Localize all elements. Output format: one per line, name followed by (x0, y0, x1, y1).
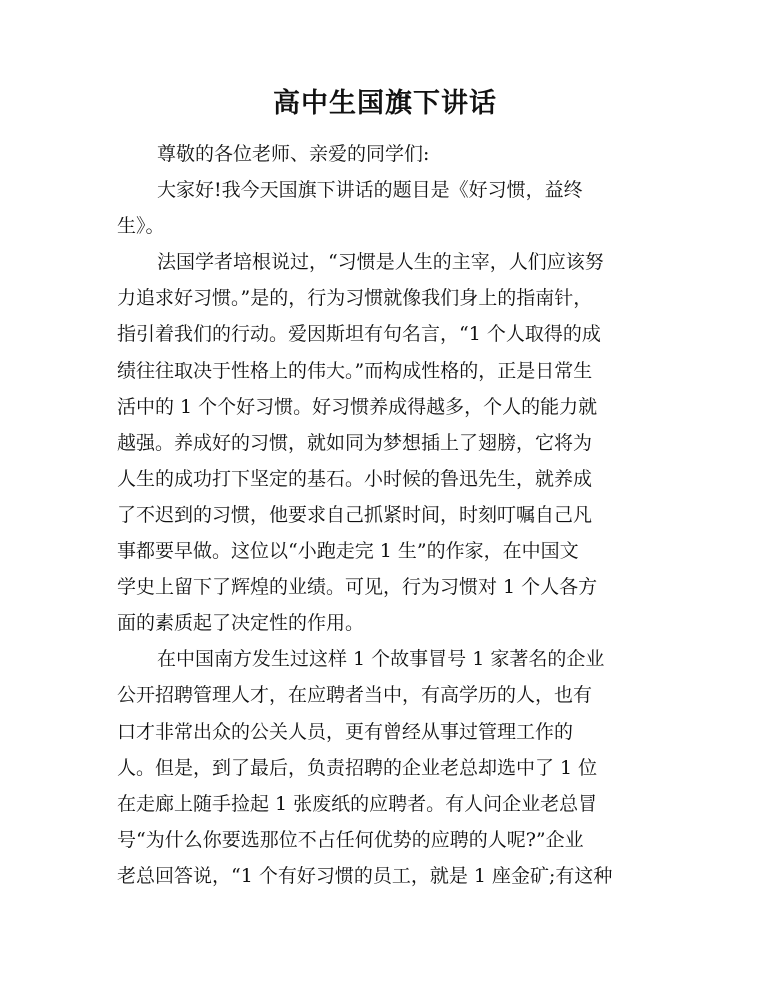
text-line: 绩往往取决于性格上的伟大。”而构成性格的，正是日常生 (117, 359, 593, 382)
text-line: 活中的 1 个个好习惯。好习惯养成得越多，个人的能力就 (117, 395, 598, 418)
text-line: 越强。养成好的习惯，就如同为梦想插上了翅膀，它将为 (117, 431, 593, 454)
text-line: 口才非常出众的公关人员，更有曾经从事过管理工作的 (117, 720, 574, 743)
text-line: 学史上留下了辉煌的业绩。可见，行为习惯对 1 个人各方 (117, 576, 598, 599)
text-line: 大家好!我今天国旗下讲话的题目是《好习惯，益终 (157, 179, 583, 202)
text-line: 尊敬的各位老师、亲爱的同学们: (157, 143, 430, 165)
text-line: 在中国南方发生过这样 1 个故事冒号 1 家著名的企业 (157, 648, 605, 671)
text-line: 指引着我们的行动。爱因斯坦有句名言，“1 个人取得的成 (117, 323, 601, 346)
text-line: 面的素质起了决定性的作用。 (117, 612, 365, 635)
text-line: 人。但是，到了最后，负责招聘的企业老总却选中了 1 位 (117, 756, 598, 779)
document-body (117, 136, 655, 894)
text-line: 在走廊上随手捡起 1 张废纸的应聘者。有人问企业老总冒 (117, 792, 598, 815)
document-title: 高中生国旗下讲话 (273, 88, 497, 119)
text-line: 事都要早做。这位以“小跑走完 1 生”的作家，在中国文 (117, 540, 579, 563)
text-line: 力追求好习惯。”是的，行为习惯就像我们身上的指南针， (117, 287, 593, 310)
text-line: 公开招聘管理人才，在应聘者当中，有高学历的人，也有 (117, 684, 593, 707)
text-line: 人生的成功打下坚定的基石。小时候的鲁迅先生，就养成 (117, 467, 593, 490)
text-line: 生》。 (117, 215, 165, 238)
text-line: 了不迟到的习惯，他要求自己抓紧时间，时刻叮嘱自己凡 (117, 503, 593, 526)
text-line: 法国学者培根说过，“习惯是人生的主宰，人们应该努 (157, 251, 604, 274)
text-line: 号“为什么你要选那位不占任何优势的应聘的人呢?”企业 (117, 828, 584, 851)
text-line: 老总回答说，“1 个有好习惯的员工，就是 1 座金矿;有这种 (117, 864, 613, 887)
